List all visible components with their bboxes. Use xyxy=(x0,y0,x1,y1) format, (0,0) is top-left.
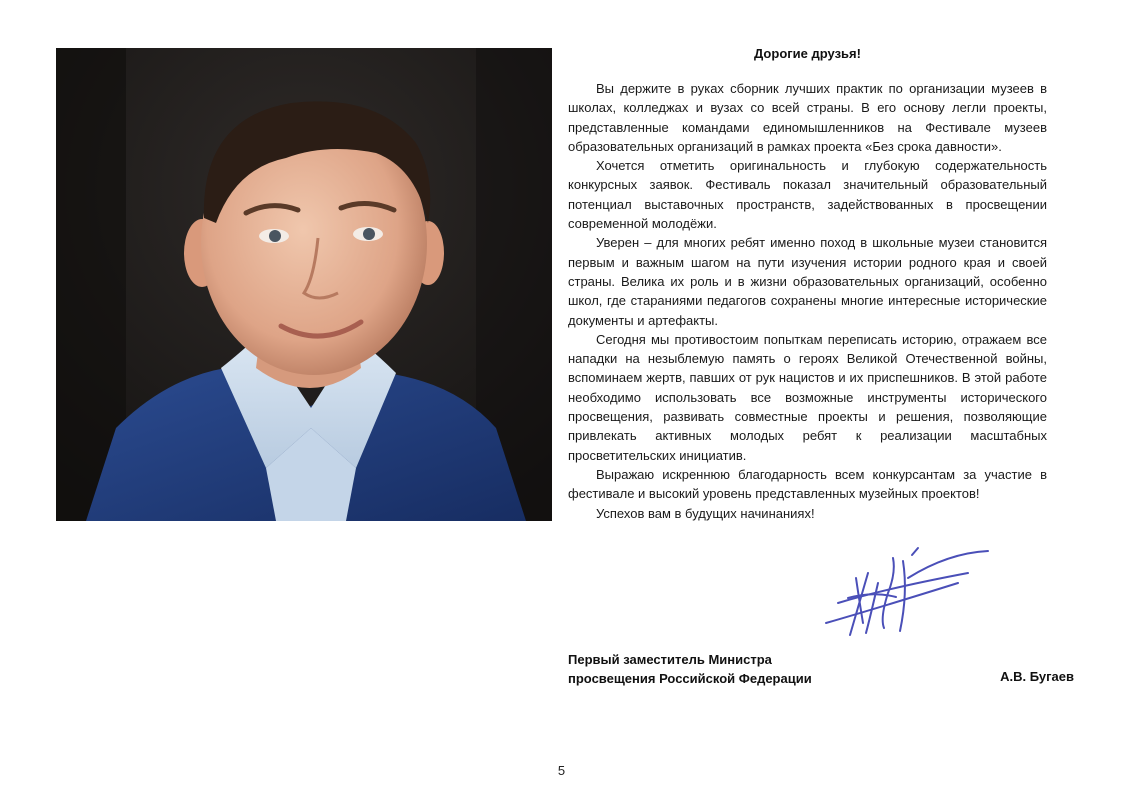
portrait-photo xyxy=(56,48,552,521)
greeting-heading: Дорогие друзья! xyxy=(754,46,861,61)
letter-body xyxy=(568,40,1047,523)
signatory-position xyxy=(568,650,812,688)
handwritten-signature xyxy=(808,533,994,648)
signatory-name: А.В. Бугаев xyxy=(1000,669,1074,684)
position-line-1: Первый заместитель Министра xyxy=(568,652,772,667)
letter-paragraph: Выражаю искреннюю благодарность всем конкурсантам за участие в фестивале и высокий уровень представленных музейных проектов! xyxy=(568,466,1047,502)
portrait-image xyxy=(56,48,552,521)
letter-paragraph: Сегодня мы противостоим попыткам переписать историю, отражаем все нападки на незыблемую память о героях Великой Отечественной войны, вспоминаем жертв, павших от рук нацистов и их приспешников. В этой работе необходимо использовать все возможные инструменты исторического просвещения, развивать совместные проекты и решения, позволяющие привлекать активных молодых ребят к реализации масштабных просветительских инициатив. xyxy=(568,331,1047,463)
letter-paragraph: Уверен – для многих ребят именно поход в школьные музеи становится первым и важным шагом на пути изучения истории родного края и своей страны. Велика их роль и в жизни образовательных организаций, особенно школ, где стараниями педагогов сохранены многие интересные исторические документы и артефакты. xyxy=(568,235,1047,328)
letter-paragraph: Вы держите в руках сборник лучших практик по организации музеев в школах, колледжах и вузах со всей страны. В его основу легли проекты, представленные командами единомышленников на Фестивале музеев образовательных организаций в рамках проекта «Без срока давности». xyxy=(568,81,1047,154)
letter-paragraph: Хочется отметить оригинальность и глубокую содержательность конкурсных заявок. Фестиваль показал значительный образовательный потенциал выставочных пространств, задействованных в просвещении современной молодёжи. xyxy=(568,158,1047,232)
letter-paragraph: Успехов вам в будущих начинаниях! xyxy=(596,505,815,521)
page-number: 5 xyxy=(557,763,566,778)
position-line-2: просвещения Российской Федерации xyxy=(568,671,812,686)
